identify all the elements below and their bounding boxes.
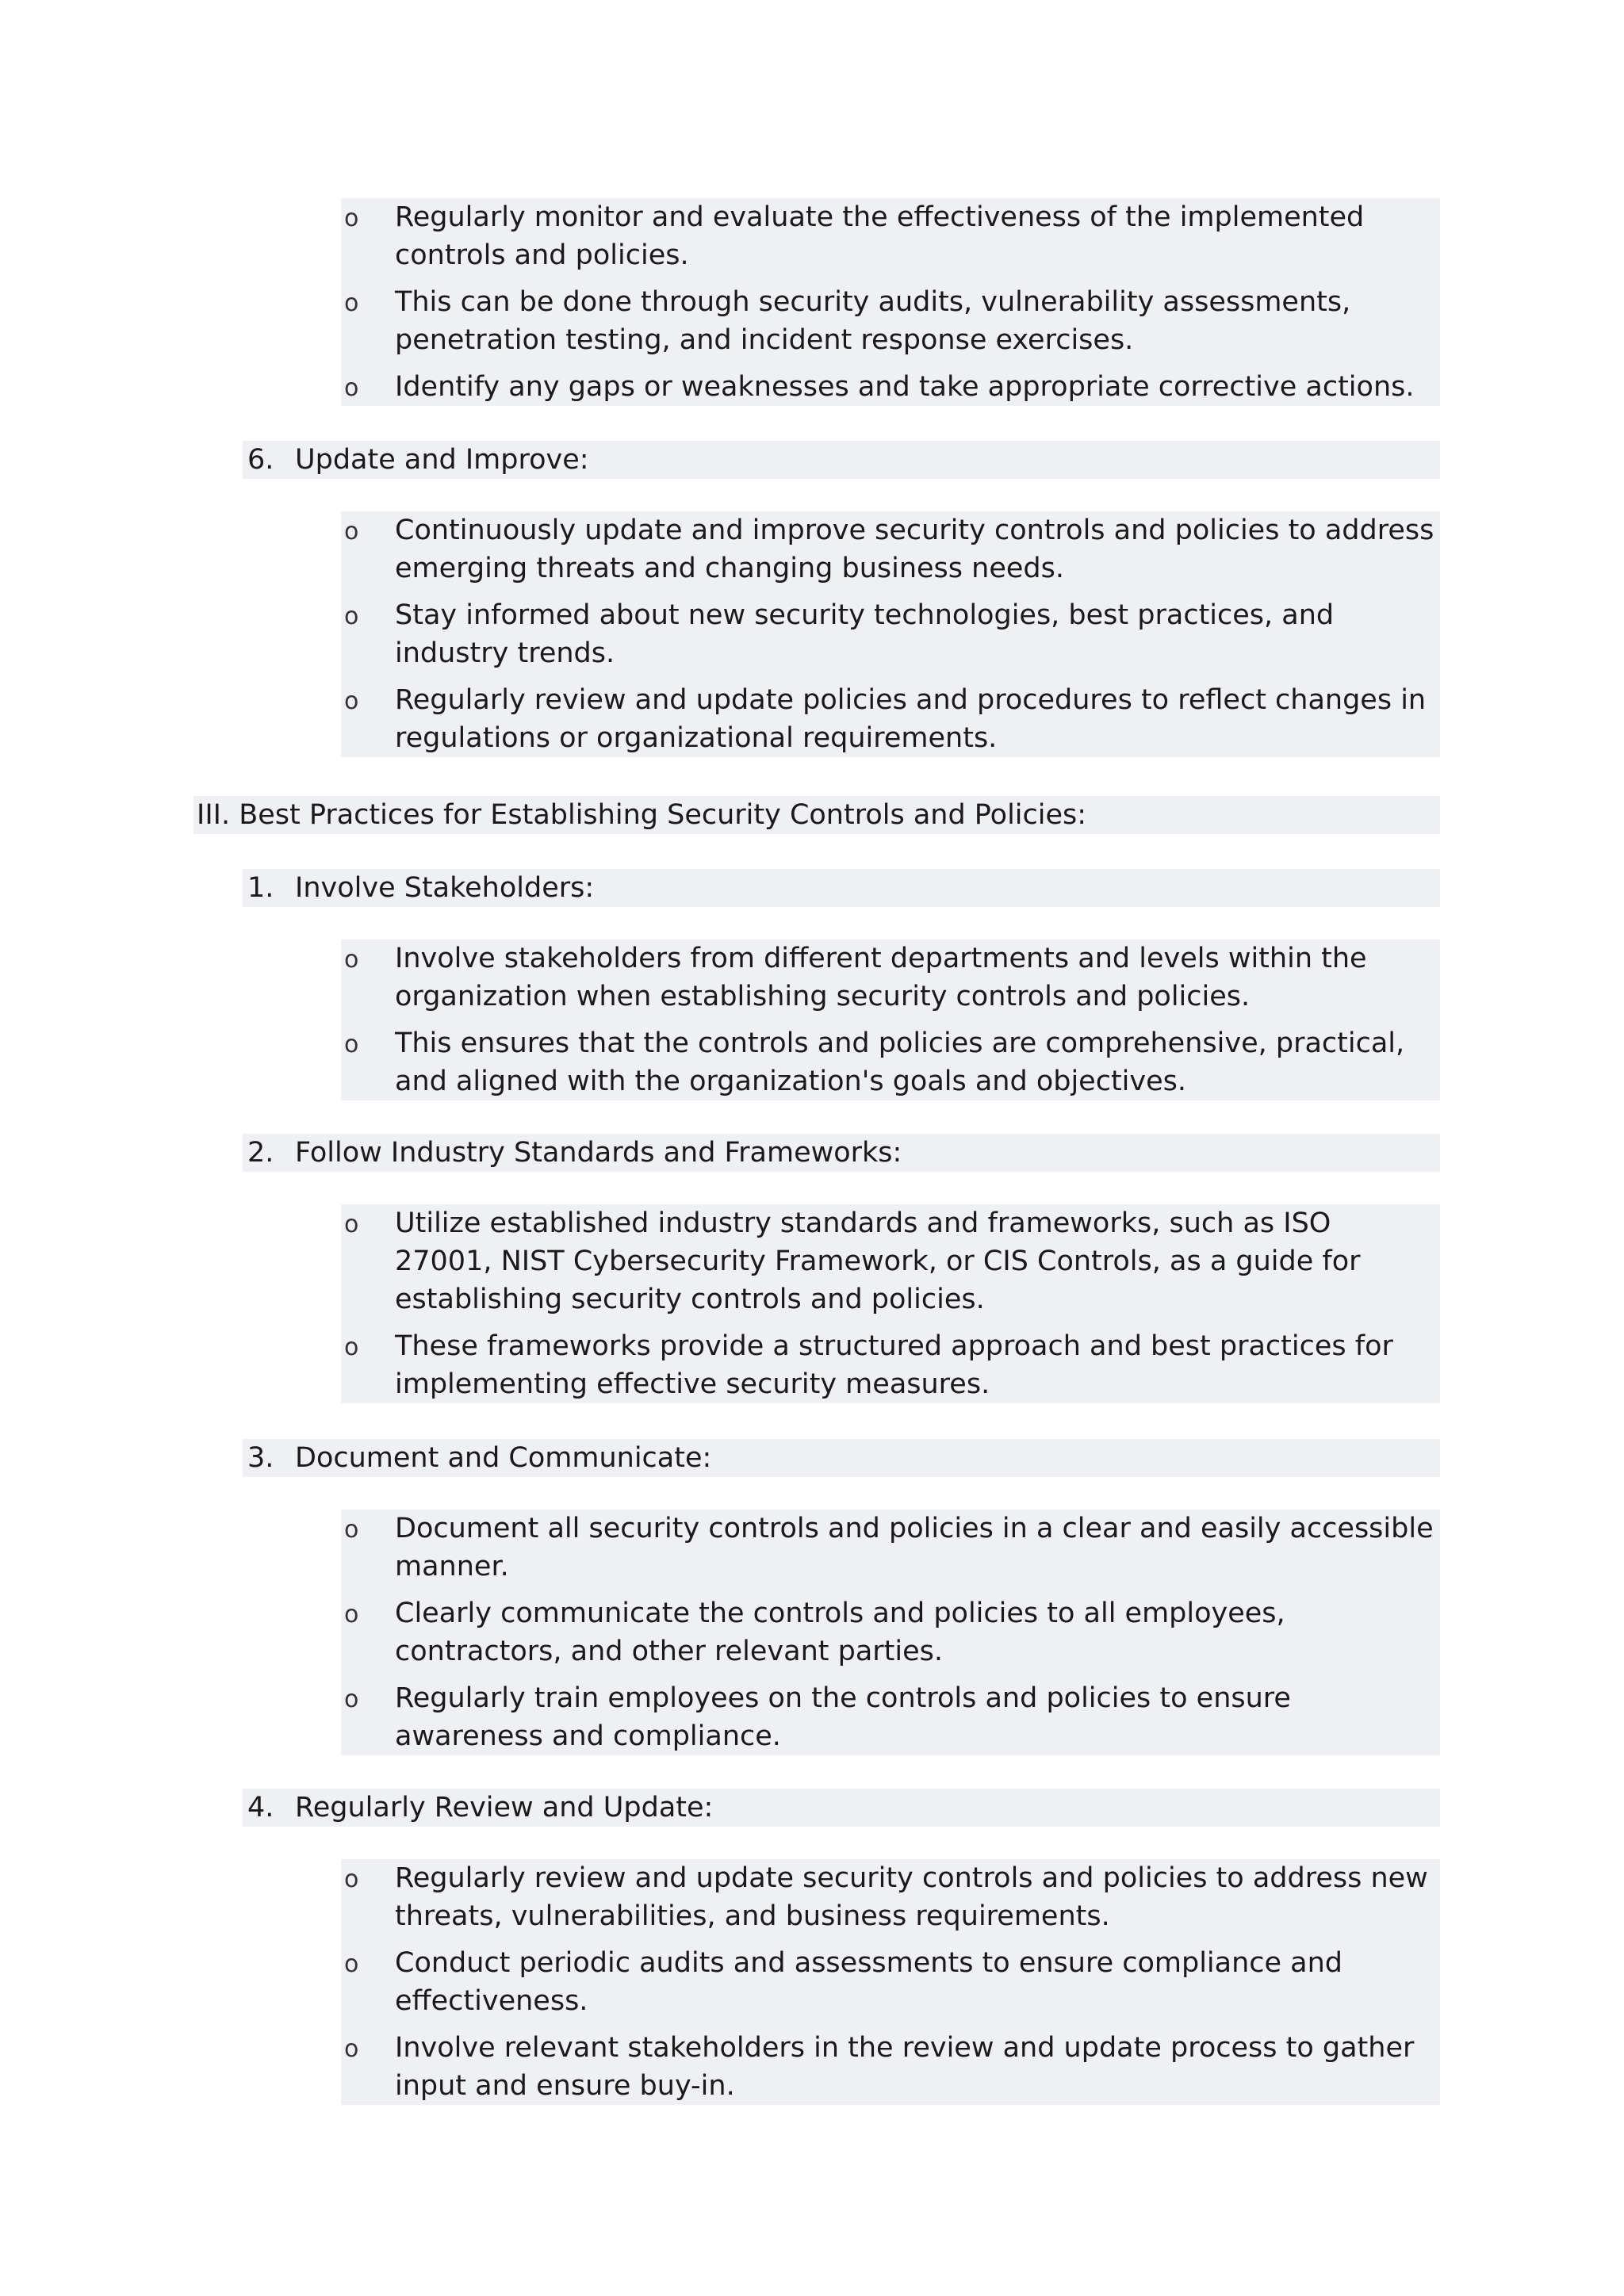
list-item (341, 1594, 1440, 1670)
bullet-text: Regularly monitor and evaluate the effectiveness of the implemented controls and policies. (395, 201, 1365, 271)
list-item (341, 283, 1440, 359)
item-number: 3. (247, 1442, 274, 1474)
section-heading: III. Best Practices for Establishing Security Controls and Policies: (193, 796, 1440, 834)
bullet-marker-icon: o (344, 1031, 359, 1058)
bullet-list (341, 939, 1440, 1100)
bullet-marker-icon: o (344, 946, 359, 974)
item-heading (243, 1439, 1440, 1477)
bullet-text: Involve relevant stakeholders in the review and update process to gather input and ensure buy-in. (395, 2032, 1415, 2102)
item-heading (243, 869, 1440, 907)
bullet-text: This ensures that the controls and policies are comprehensive, practical, and aligned with the organization's goals and objectives. (395, 1027, 1405, 1097)
bullet-text: Continuously update and improve security controls and policies to address emerging threats and changing business needs. (395, 515, 1434, 584)
item-title: Update and Improve: (295, 444, 589, 476)
bullet-list (341, 1859, 1440, 2105)
bullet-marker-icon: o (344, 205, 359, 232)
list-item (341, 368, 1440, 406)
bullet-marker-icon: o (344, 374, 359, 402)
list-item (341, 2029, 1440, 2105)
bullet-marker-icon: o (344, 2035, 359, 2063)
list-item (341, 1024, 1440, 1100)
bullet-marker-icon: o (344, 603, 359, 630)
item-heading (243, 1789, 1440, 1827)
item-number: 1. (247, 872, 274, 904)
bullet-text: Conduct periodic audits and assessments to ensure compliance and effectiveness. (395, 1947, 1343, 2017)
list-item (341, 1679, 1440, 1755)
list-item (341, 681, 1440, 757)
bullet-text: These frameworks provide a structured approach and best practices for implementing effective security measures. (395, 1330, 1393, 1400)
item-number: 2. (247, 1137, 274, 1169)
bullet-list (341, 198, 1440, 406)
list-item (341, 198, 1440, 274)
bullet-marker-icon: o (344, 1334, 359, 1361)
item-heading (243, 1134, 1440, 1172)
list-item (341, 1327, 1440, 1403)
bullet-text: Involve stakeholders from different departments and levels within the organization when establishing security controls and policies. (395, 943, 1367, 1012)
bullet-text: Regularly review and update security controls and policies to address new threats, vulnerabilities, and business requirements. (395, 1862, 1428, 1932)
bullet-text: Clearly communicate the controls and policies to all employees, contractors, and other relevant parties. (395, 1598, 1285, 1667)
list-item (341, 1204, 1440, 1318)
item-number: 4. (247, 1792, 274, 1823)
bullet-marker-icon: o (344, 1516, 359, 1544)
bullet-marker-icon: o (344, 1211, 359, 1238)
bullet-list (341, 1204, 1440, 1403)
bullet-marker-icon: o (344, 1686, 359, 1713)
item-title: Regularly Review and Update: (295, 1792, 714, 1823)
list-item (341, 939, 1440, 1016)
bullet-marker-icon: o (344, 1601, 359, 1628)
bullet-marker-icon: o (344, 518, 359, 545)
list-item (341, 1510, 1440, 1586)
item-title: Involve Stakeholders: (295, 872, 595, 904)
list-item (341, 1944, 1440, 2020)
bullet-list (341, 1510, 1440, 1755)
bullet-text: Stay informed about new security technologies, best practices, and industry trends. (395, 599, 1335, 669)
item-title: Document and Communicate: (295, 1442, 712, 1474)
bullet-marker-icon: o (344, 289, 359, 317)
item-number: 6. (247, 444, 274, 476)
item-title: Follow Industry Standards and Frameworks: (295, 1137, 902, 1169)
list-item (341, 1859, 1440, 1935)
bullet-text: Regularly review and update policies and procedures to reflect changes in regulations or organizational requirements. (395, 684, 1427, 754)
bullet-text: Document all security controls and policies in a clear and easily accessible manner. (395, 1513, 1434, 1582)
bullet-list (341, 511, 1440, 757)
item-heading (243, 441, 1440, 479)
list-item (341, 596, 1440, 672)
bullet-marker-icon: o (344, 1866, 359, 1893)
bullet-text: Identify any gaps or weaknesses and take appropriate corrective actions. (395, 371, 1415, 403)
bullet-marker-icon: o (344, 1950, 359, 1978)
bullet-text: This can be done through security audits, vulnerability assessments, penetration testing, and incident response exercises. (395, 286, 1351, 356)
bullet-marker-icon: o (344, 687, 359, 715)
bullet-text: Regularly train employees on the controls and policies to ensure awareness and compliance. (395, 1682, 1291, 1752)
bullet-text: Utilize established industry standards and frameworks, such as ISO 27001, NIST Cybersecurity Framework, or CIS Controls, as a guide for establishing security controls and policies. (395, 1207, 1361, 1315)
list-item (341, 511, 1440, 587)
